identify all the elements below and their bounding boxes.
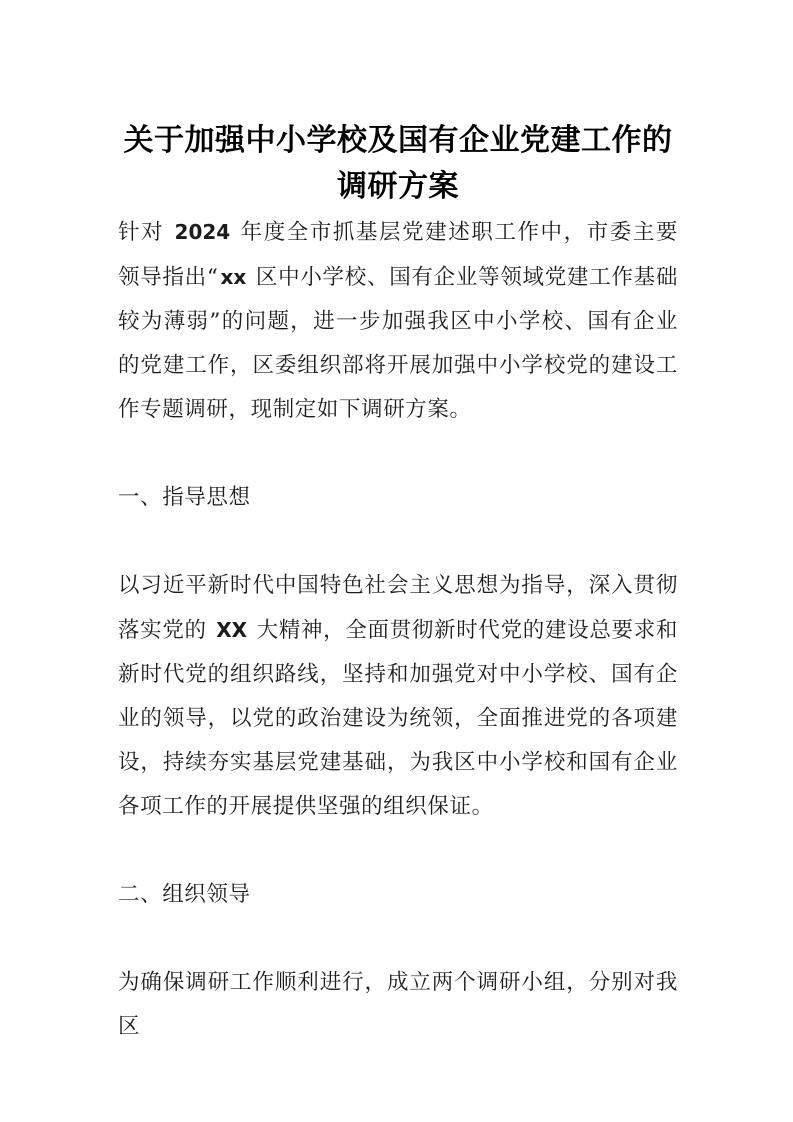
section1-text-part-2: 大精神，全面贯彻新时代党的建设总要求和新时代党的组织路线，坚持和加强党对中小学校、国有企业的领导，以党的政治建设为统领，全面推进党的各项建设，持续夯实基层党建基础，为我区中小学校和国有企业各项工作的开展提供坚强的组织保证。	[118, 618, 678, 819]
title-line-2: 调研方案	[337, 169, 459, 204]
section1-text-part-1: 以习近平新时代中国特色社会主义思想为指导，深入贯彻落实党的	[118, 573, 678, 643]
intro-text-part-3: 区中小学校、国有企业等领域党建工作基础较为薄弱”的问题，进一步加强我区中小学校、国有企业的党建工作，区委组织部将开展加强中小学校党的建设工作专题调研，现制定如下调研方案。	[118, 265, 678, 422]
section2-paragraph: 为确保调研工作顺利进行，成立两个调研小组，分别对我区	[118, 970, 678, 1039]
document-content-column	[118, 0, 678, 1049]
intro-paragraph	[118, 210, 678, 432]
section-heading-organizational-leadership: 二、组织领导	[118, 882, 251, 907]
intro-district-placeholder: xx	[220, 265, 247, 289]
document-body	[118, 210, 678, 1049]
intro-text-part-2: 年度全市抓基层党建述职工作中，市委主要领导指出“	[118, 220, 678, 290]
intro-text-part-1: 针对	[118, 220, 173, 245]
page-title	[118, 0, 678, 210]
intro-year-value: 2024	[174, 220, 231, 244]
section1-paragraph	[118, 564, 678, 829]
title-line-1: 关于加强中小学校及国有企业党建工作的	[123, 123, 673, 158]
section-heading-guiding-ideology: 一、指导思想	[118, 485, 251, 510]
section1-congress-placeholder: XX	[216, 618, 248, 642]
